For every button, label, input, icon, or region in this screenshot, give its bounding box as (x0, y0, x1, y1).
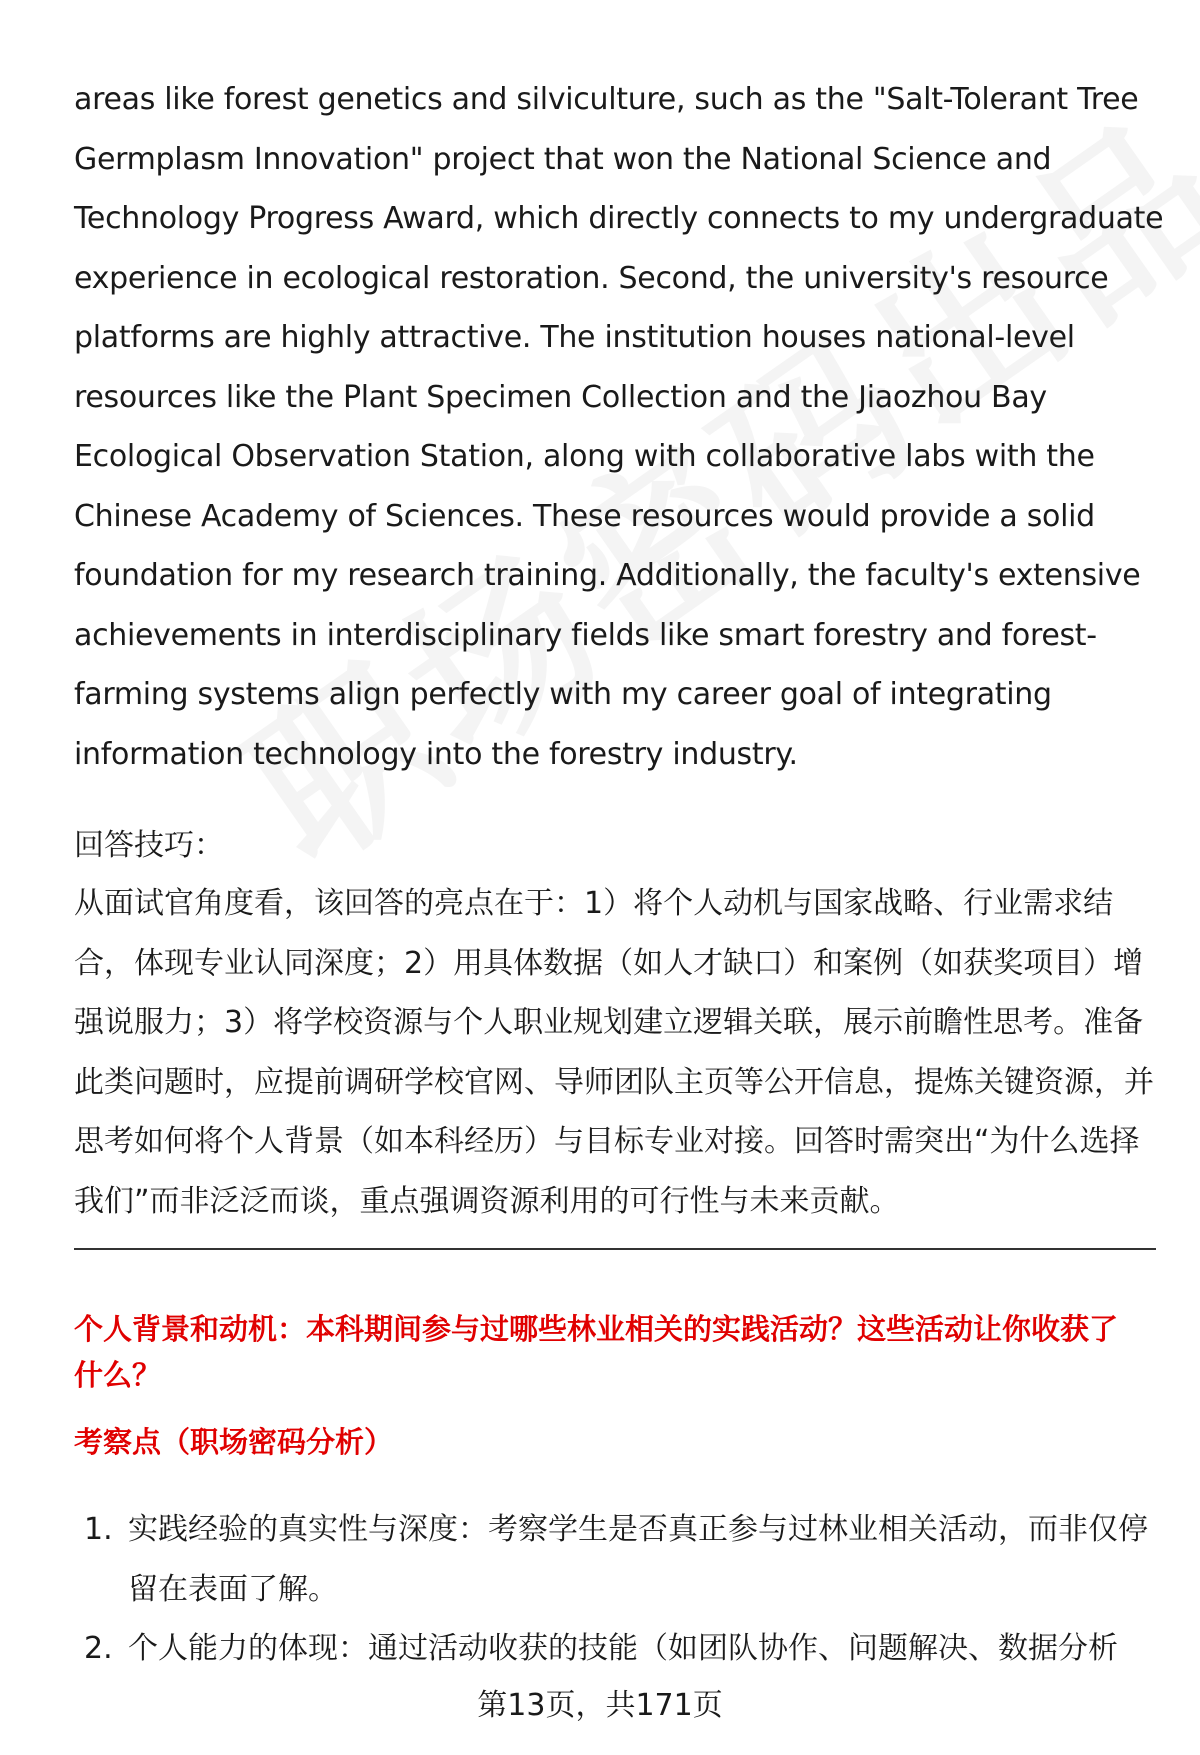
assessment-heading: 考察点（职场密码分析） (74, 1425, 394, 1459)
tips-line: 从面试官角度看，该回答的亮点在于：1）将个人动机与国家战略、行业需求结 (74, 886, 1114, 921)
paragraph-line: Germplasm Innovation" project that won the National Science and (74, 141, 1052, 177)
tips-line: 我们”而非泛泛而谈，重点强调资源利用的可行性与未来贡献。 (74, 1183, 900, 1219)
paragraph-line: Ecological Observation Station, along with collaborative labs with the (74, 439, 1095, 474)
list-item (74, 1500, 1164, 1619)
paragraph-line: farming systems align perfectly with my career goal of integrating (74, 677, 1052, 712)
question-line: 个人背景和动机：本科期间参与过哪些林业相关的实践活动？这些活动让你收获了 (74, 1312, 1119, 1346)
tips-line: 思考如何将个人背景（如本科经历）与目标专业对接。回答时需突出“为什么选择 (74, 1124, 1140, 1159)
paragraph-line: Technology Progress Award, which directly connects to my undergraduate (74, 201, 1164, 236)
paragraph-line: resources like the Plant Specimen Collection and the Jiaozhou Bay (74, 379, 1047, 415)
tips-line: 强说服力；3）将学校资源与个人职业规划建立逻辑关联，展示前瞻性思考。准备 (74, 1005, 1144, 1040)
list-item-text (128, 1619, 1164, 1679)
list-number: 1. (84, 1512, 113, 1547)
paragraph-line: information technology into the forestry industry. (74, 736, 798, 772)
page-footer: 第13页，共171页 (477, 1688, 723, 1723)
list-number: 2. (84, 1631, 113, 1666)
list-item-text (128, 1500, 1164, 1619)
tips-label: 回答技巧： (74, 828, 224, 863)
list-line: 个人能力的体现：通过活动收获的技能（如团队协作、问题解决、数据分析 (128, 1631, 1118, 1666)
paragraph-line: achievements in interdisciplinary fields like smart forestry and forest- (74, 617, 1097, 653)
question-line: 什么？ (74, 1358, 162, 1392)
assessment-list (74, 1500, 1164, 1679)
tips-paragraph (74, 874, 1154, 1231)
list-line: 留在表面了解。 (128, 1571, 338, 1607)
paragraph-line: areas like forest genetics and silviculture, such as the "Salt-Tolerant Tree (74, 82, 1139, 117)
tips-line: 合，体现专业认同深度；2）用具体数据（如人才缺口）和案例（如获奖项目）增 (74, 945, 1144, 981)
english-paragraph (74, 70, 1164, 784)
section-divider (74, 1248, 1156, 1250)
paragraph-line: Chinese Academy of Sciences. These resources would provide a solid (74, 498, 1095, 534)
paragraph-line: experience in ecological restoration. Second, the university's resource (74, 260, 1109, 296)
paragraph-line: platforms are highly attractive. The institution houses national-level (74, 320, 1075, 355)
paragraph-line: foundation for my research training. Additionally, the faculty's extensive (74, 558, 1141, 593)
question-heading (74, 1306, 1164, 1398)
list-item (74, 1619, 1164, 1679)
tips-line: 此类问题时，应提前调研学校官网、导师团队主页等公开信息，提炼关键资源，并 (74, 1064, 1154, 1100)
list-line: 实践经验的真实性与深度：考察学生是否真正参与过林业相关活动，而非仅停 (128, 1512, 1148, 1547)
